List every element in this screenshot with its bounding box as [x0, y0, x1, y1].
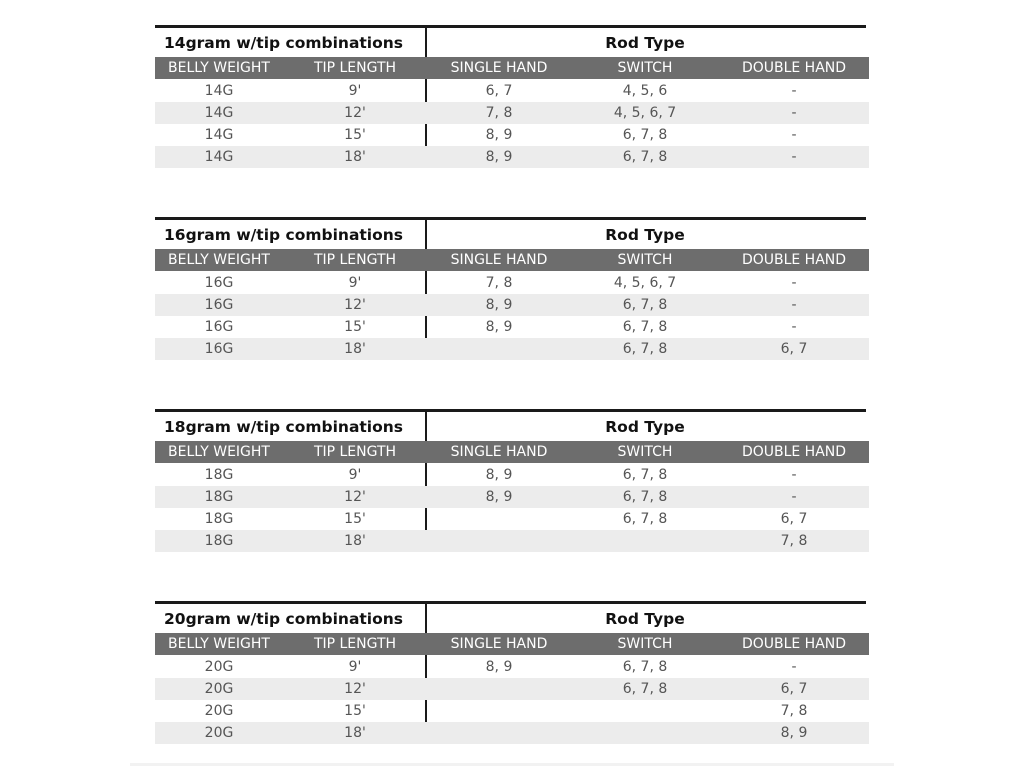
cell-tip-length: 12'	[344, 105, 366, 121]
cell-tip-length: 12'	[344, 297, 366, 313]
table-row	[155, 700, 869, 722]
cell-tip-length: 15'	[344, 127, 366, 143]
cell-switch: 4, 5, 6, 7	[613, 275, 677, 291]
cell-double-hand: -	[791, 467, 797, 483]
cell-single-hand: 7, 8	[485, 275, 513, 291]
header-single-hand: SINGLE HAND	[450, 444, 548, 460]
header-switch: SWITCH	[617, 252, 673, 268]
rod-type-heading: Rod Type	[605, 418, 685, 436]
cell-belly-weight: 16G	[204, 297, 234, 313]
cell-tip-length: 18'	[344, 725, 366, 741]
cell-belly-weight: 20G	[204, 681, 234, 697]
header-double-hand: DOUBLE HAND	[741, 444, 847, 460]
page-footer-rule	[130, 763, 894, 766]
header-belly-weight: BELLY WEIGHT	[168, 636, 270, 652]
cell-double-hand: 8, 9	[780, 725, 808, 741]
cell-double-hand: 7, 8	[780, 533, 808, 549]
combo-table-14g	[155, 25, 869, 168]
cell-single-hand: 8, 9	[485, 149, 513, 165]
cell-belly-weight: 18G	[204, 467, 234, 483]
cell-belly-weight: 18G	[204, 489, 234, 505]
table-row	[155, 508, 869, 530]
cell-switch: 4, 5, 6	[622, 83, 668, 99]
table-top-rule	[155, 25, 866, 28]
cell-belly-weight: 14G	[204, 83, 234, 99]
cell-tip-length: 9'	[348, 275, 362, 291]
cell-double-hand: 6, 7	[780, 341, 808, 357]
cell-switch: 6, 7, 8	[622, 659, 668, 675]
table-row	[155, 530, 869, 552]
cell-double-hand: -	[791, 275, 797, 291]
cell-belly-weight: 18G	[204, 533, 234, 549]
cell-switch: 6, 7, 8	[622, 467, 668, 483]
cell-single-hand: 8, 9	[485, 489, 513, 505]
table-title: 18gram w/tip combinations	[164, 418, 404, 436]
table-row	[155, 80, 869, 102]
cell-double-hand: -	[791, 127, 797, 143]
cell-tip-length: 15'	[344, 703, 366, 719]
cell-switch: 6, 7, 8	[622, 341, 668, 357]
header-single-hand: SINGLE HAND	[450, 252, 548, 268]
rod-type-heading: Rod Type	[605, 34, 685, 52]
combo-table-18g	[155, 409, 869, 552]
table-row	[155, 338, 869, 360]
table-title: 20gram w/tip combinations	[164, 610, 404, 628]
cell-tip-length: 18'	[344, 149, 366, 165]
cell-switch: 6, 7, 8	[622, 511, 668, 527]
cell-tip-length: 15'	[344, 511, 366, 527]
column-header-row	[155, 249, 869, 271]
table-title: 16gram w/tip combinations	[164, 226, 404, 244]
cell-double-hand: -	[791, 149, 797, 165]
table-top-rule	[155, 409, 866, 412]
header-single-hand: SINGLE HAND	[450, 60, 548, 76]
column-header-row	[155, 441, 869, 463]
cell-tip-length: 18'	[344, 533, 366, 549]
table-body	[155, 272, 869, 360]
table-row	[155, 316, 869, 338]
cell-belly-weight: 20G	[204, 703, 234, 719]
header-belly-weight: BELLY WEIGHT	[168, 60, 270, 76]
table-row	[155, 486, 869, 508]
combo-table-20g	[155, 601, 869, 744]
cell-single-hand: 6, 7	[485, 83, 513, 99]
cell-tip-length: 18'	[344, 341, 366, 357]
cell-switch: 6, 7, 8	[622, 681, 668, 697]
table-row	[155, 678, 869, 700]
header-belly-weight: BELLY WEIGHT	[168, 444, 270, 460]
header-belly-weight: BELLY WEIGHT	[168, 252, 270, 268]
cell-tip-length: 9'	[348, 659, 362, 675]
cell-double-hand: 7, 8	[780, 703, 808, 719]
table-row	[155, 464, 869, 486]
cell-switch: 6, 7, 8	[622, 127, 668, 143]
column-header-row	[155, 57, 869, 79]
table-body	[155, 80, 869, 168]
cell-switch: 4, 5, 6, 7	[613, 105, 677, 121]
cell-tip-length: 9'	[348, 467, 362, 483]
table-title: 14gram w/tip combinations	[164, 34, 404, 52]
table-body	[155, 656, 869, 744]
cell-tip-length: 12'	[344, 489, 366, 505]
cell-double-hand: -	[791, 659, 797, 675]
header-tip-length: TIP LENGTH	[313, 60, 397, 76]
cell-single-hand: 7, 8	[485, 105, 513, 121]
cell-belly-weight: 16G	[204, 319, 234, 335]
cell-belly-weight: 14G	[204, 127, 234, 143]
cell-belly-weight: 18G	[204, 511, 234, 527]
cell-belly-weight: 14G	[204, 149, 234, 165]
cell-belly-weight: 20G	[204, 659, 234, 675]
header-double-hand: DOUBLE HAND	[741, 636, 847, 652]
cell-single-hand: 8, 9	[485, 659, 513, 675]
table-row	[155, 102, 869, 124]
cell-tip-length: 15'	[344, 319, 366, 335]
rod-type-heading: Rod Type	[605, 226, 685, 244]
header-tip-length: TIP LENGTH	[313, 444, 397, 460]
cell-tip-length: 12'	[344, 681, 366, 697]
rod-type-heading: Rod Type	[605, 610, 685, 628]
cell-switch: 6, 7, 8	[622, 297, 668, 313]
table-row	[155, 656, 869, 678]
cell-switch: 6, 7, 8	[622, 149, 668, 165]
cell-single-hand: 8, 9	[485, 297, 513, 313]
cell-belly-weight: 16G	[204, 341, 234, 357]
cell-double-hand: -	[791, 319, 797, 335]
header-tip-length: TIP LENGTH	[313, 636, 397, 652]
cell-double-hand: -	[791, 297, 797, 313]
cell-single-hand: 8, 9	[485, 127, 513, 143]
table-row	[155, 124, 869, 146]
table-row	[155, 146, 869, 168]
header-switch: SWITCH	[617, 60, 673, 76]
table-row	[155, 294, 869, 316]
cell-double-hand: 6, 7	[780, 681, 808, 697]
header-double-hand: DOUBLE HAND	[741, 252, 847, 268]
cell-belly-weight: 14G	[204, 105, 234, 121]
header-double-hand: DOUBLE HAND	[741, 60, 847, 76]
cell-switch: 6, 7, 8	[622, 319, 668, 335]
column-header-row	[155, 633, 869, 655]
combo-table-16g	[155, 217, 869, 360]
cell-double-hand: 6, 7	[780, 511, 808, 527]
header-tip-length: TIP LENGTH	[313, 252, 397, 268]
cell-tip-length: 9'	[348, 83, 362, 99]
cell-double-hand: -	[791, 489, 797, 505]
cell-single-hand: 8, 9	[485, 467, 513, 483]
cell-switch: 6, 7, 8	[622, 489, 668, 505]
table-row	[155, 272, 869, 294]
cell-belly-weight: 16G	[204, 275, 234, 291]
table-top-rule	[155, 601, 866, 604]
header-single-hand: SINGLE HAND	[450, 636, 548, 652]
header-switch: SWITCH	[617, 444, 673, 460]
header-switch: SWITCH	[617, 636, 673, 652]
table-row	[155, 722, 869, 744]
cell-double-hand: -	[791, 105, 797, 121]
table-top-rule	[155, 217, 866, 220]
cell-double-hand: -	[791, 83, 797, 99]
cell-belly-weight: 20G	[204, 725, 234, 741]
table-body	[155, 464, 869, 552]
cell-single-hand: 8, 9	[485, 319, 513, 335]
